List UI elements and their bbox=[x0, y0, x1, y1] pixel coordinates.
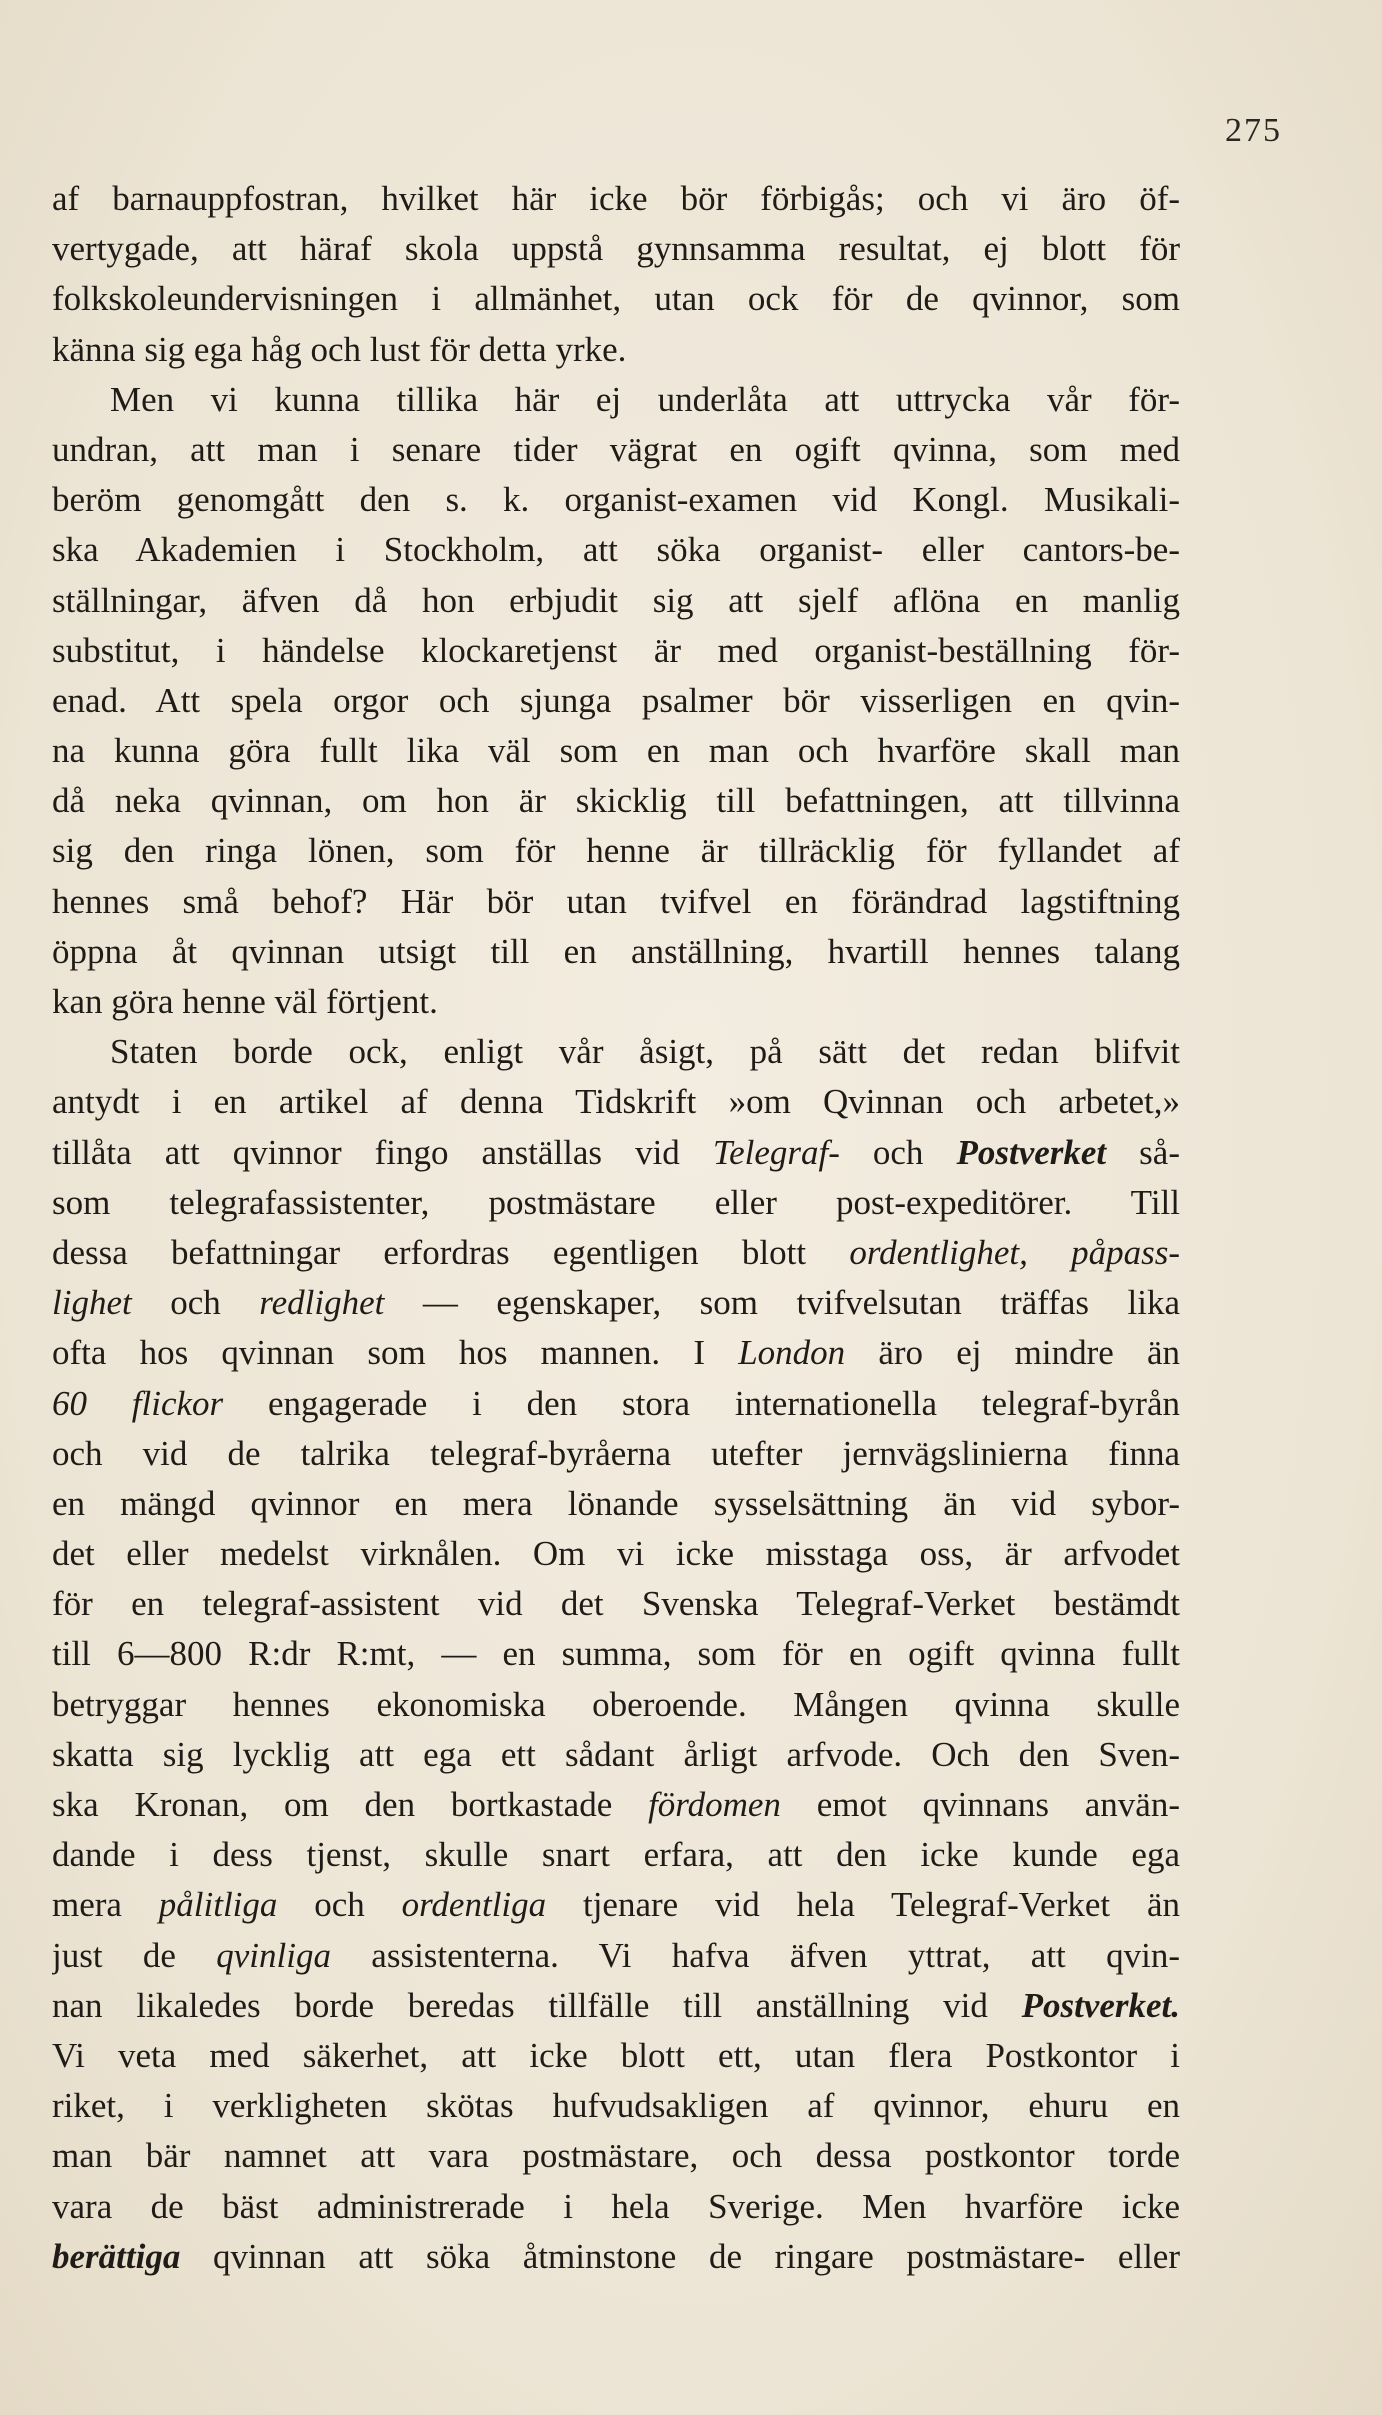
text-segment: så- bbox=[1106, 1132, 1180, 1172]
text-segment: till 6—800 R:dr R:mt, — en summa, som för en ogift qvinna fullt bbox=[52, 1634, 1180, 1674]
text-line bbox=[52, 1529, 1180, 1579]
emphasized-text: berättiga bbox=[52, 2236, 181, 2276]
text-line bbox=[52, 1981, 1180, 2031]
text-segment: af barnauppfostran, hvilket här icke bör förbigås; och vi äro öf- bbox=[52, 179, 1180, 218]
text-segment: och bbox=[131, 1283, 260, 1323]
text-line bbox=[52, 375, 1180, 425]
text-line bbox=[52, 224, 1180, 274]
text-line bbox=[52, 475, 1180, 525]
emphasized-text: London bbox=[738, 1333, 846, 1373]
text-segment: kan göra henne väl förtjent. bbox=[52, 982, 438, 1021]
text-line bbox=[52, 274, 1180, 324]
page-number: 275 bbox=[1225, 112, 1282, 149]
text-segment: — egenskaper, som tvifvelsutan träffas lika bbox=[384, 1283, 1180, 1323]
text-segment: öppna åt qvinnan utsigt till en anställning, hvartill hennes talang bbox=[52, 931, 1180, 971]
emphasized-text: ordentliga bbox=[401, 1885, 547, 1925]
text-segment: emot qvinnans använ- bbox=[780, 1785, 1180, 1824]
text-line bbox=[52, 977, 1180, 1027]
text-segment: engagerade i den stora internationella telegraf-byrån bbox=[223, 1383, 1180, 1423]
text-segment: substitut, i händelse klockaretjenst är med organist-beställning för- bbox=[52, 630, 1180, 670]
text-segment: Staten borde ock, enligt vår åsigt, på sätt det redan blifvit bbox=[110, 1032, 1180, 1072]
text-segment: ska Kronan, om den bortkastade bbox=[52, 1785, 649, 1824]
text-line bbox=[52, 1579, 1180, 1629]
text-line bbox=[52, 1328, 1180, 1378]
text-segment: Vi veta med säkerhet, att icke blott ett, utan flera Postkontor i bbox=[52, 2035, 1180, 2075]
text-segment: och bbox=[277, 1885, 402, 1925]
text-line bbox=[52, 1730, 1180, 1780]
text-segment: folkskoleundervisningen i allmänhet, utan ock för de qvinnor, som bbox=[52, 279, 1180, 319]
text-line bbox=[52, 1479, 1180, 1529]
text-line bbox=[52, 1780, 1180, 1830]
text-segment: det eller medelst virknålen. Om vi icke misstaga oss, är arfvodet bbox=[52, 1534, 1180, 1574]
body-text bbox=[52, 174, 1180, 2282]
text-segment: vara de bäst administrerade i hela Sverige. Men hvarföre icke bbox=[52, 2186, 1180, 2226]
text-segment: känna sig ega håg och lust för detta yrke. bbox=[52, 329, 627, 369]
text-segment: mera bbox=[52, 1885, 159, 1925]
text-segment: antydt i en artikel af denna Tidskrift »om Qvinnan och arbetet,» bbox=[52, 1082, 1180, 1122]
text-segment: just de bbox=[52, 1935, 217, 1975]
text-line bbox=[52, 626, 1180, 676]
emphasized-text: qvinliga bbox=[216, 1935, 331, 1975]
text-line bbox=[52, 1228, 1180, 1278]
text-line bbox=[52, 425, 1180, 475]
text-segment: dande i dess tjenst, skulle snart erfara, att den icke kunde ega bbox=[52, 1835, 1180, 1875]
text-line bbox=[52, 1128, 1180, 1178]
text-line bbox=[52, 877, 1180, 927]
text-line bbox=[52, 1027, 1180, 1077]
text-segment: och bbox=[839, 1132, 957, 1172]
emphasized-text: pålitliga bbox=[158, 1885, 278, 1925]
text-line bbox=[52, 1429, 1180, 1479]
emphasized-text: 60 flickor bbox=[52, 1383, 224, 1423]
emphasized-text: Postverket. bbox=[1021, 1985, 1180, 2025]
text-segment: qvinnan att söka åtminstone de ringare postmästare- eller bbox=[180, 2236, 1180, 2276]
text-line bbox=[52, 1830, 1180, 1880]
text-line bbox=[52, 676, 1180, 726]
emphasized-text: Postverket bbox=[956, 1132, 1107, 1172]
text-line bbox=[52, 2031, 1180, 2081]
text-line bbox=[52, 927, 1180, 977]
text-segment: som telegrafassistenter, postmästare eller post-expeditörer. Till bbox=[52, 1182, 1180, 1222]
text-line bbox=[52, 1680, 1180, 1730]
text-segment: ska Akademien i Stockholm, att söka organist- eller cantors-be- bbox=[52, 530, 1180, 570]
text-line bbox=[52, 2182, 1180, 2232]
text-line bbox=[52, 826, 1180, 876]
text-segment: äro ej mindre än bbox=[845, 1333, 1180, 1373]
text-line bbox=[52, 525, 1180, 575]
emphasized-text: fördomen bbox=[648, 1785, 781, 1824]
text-line bbox=[52, 2081, 1180, 2131]
text-segment: nan likaledes borde beredas tillfälle till anställning vid bbox=[52, 1985, 1022, 2025]
text-line bbox=[52, 1379, 1180, 1429]
text-segment: ställningar, äfven då hon erbjudit sig att sjelf aflöna en manlig bbox=[52, 580, 1180, 620]
text-segment: Men vi kunna tillika här ej underlåta att uttrycka vår för- bbox=[110, 379, 1180, 419]
text-segment: riket, i verkligheten skötas hufvudsakligen af qvinnor, ehuru en bbox=[52, 2086, 1180, 2126]
emphasized-text: ordentlighet, påpass- bbox=[849, 1232, 1180, 1272]
text-line bbox=[52, 2232, 1180, 2282]
text-segment: assistenterna. Vi hafva äfven yttrat, att qvin- bbox=[330, 1935, 1180, 1975]
text-line bbox=[52, 174, 1180, 224]
text-segment: hennes små behof? Här bör utan tvifvel en förändrad lagstiftning bbox=[52, 881, 1180, 921]
text-line bbox=[52, 1077, 1180, 1127]
emphasized-text: redlighet bbox=[259, 1283, 385, 1323]
text-segment: ofta hos qvinnan som hos mannen. I bbox=[52, 1333, 739, 1373]
text-line bbox=[52, 776, 1180, 826]
text-segment: skatta sig lycklig att ega ett sådant årligt arfvode. Och den Sven- bbox=[52, 1734, 1180, 1774]
text-segment: beröm genomgått den s. k. organist-examen vid Kongl. Musikali- bbox=[52, 480, 1180, 520]
text-line bbox=[52, 1278, 1180, 1328]
text-segment: då neka qvinnan, om hon är skicklig till befattningen, att tillvinna bbox=[52, 781, 1180, 821]
text-line bbox=[52, 1880, 1180, 1930]
text-segment: tjenare vid hela Telegraf-Verket än bbox=[546, 1885, 1180, 1925]
text-line bbox=[52, 325, 1180, 375]
text-segment: enad. Att spela orgor och sjunga psalmer bör visserligen en qvin- bbox=[52, 680, 1180, 720]
text-segment: sig den ringa lönen, som för henne är tillräcklig för fyllandet af bbox=[52, 831, 1180, 871]
text-line bbox=[52, 726, 1180, 776]
text-segment: för en telegraf-assistent vid det Svenska Telegraf-Verket bestämdt bbox=[52, 1584, 1180, 1624]
text-segment: en mängd qvinnor en mera lönande sysselsättning än vid sybor- bbox=[52, 1483, 1180, 1523]
text-segment: betryggar hennes ekonomiska oberoende. Mången qvinna skulle bbox=[52, 1684, 1180, 1724]
text-segment: undran, att man i senare tider vägrat en ogift qvinna, som med bbox=[52, 429, 1180, 469]
emphasized-text: Telegraf- bbox=[712, 1132, 840, 1172]
text-line bbox=[52, 2131, 1180, 2181]
text-segment: na kunna göra fullt lika väl som en man och hvarföre skall man bbox=[52, 731, 1180, 771]
emphasized-text: lighet bbox=[52, 1283, 132, 1323]
text-segment: dessa befattningar erfordras egentligen blott bbox=[52, 1232, 850, 1272]
text-segment: vertygade, att häraf skola uppstå gynnsamma resultat, ej blott för bbox=[52, 229, 1180, 269]
text-segment: och vid de talrika telegraf-byråerna utefter jernvägslinierna finna bbox=[52, 1433, 1180, 1473]
text-line bbox=[52, 1629, 1180, 1679]
text-line bbox=[52, 1178, 1180, 1228]
text-line bbox=[52, 576, 1180, 626]
text-segment: tillåta att qvinnor fingo anställas vid bbox=[52, 1132, 713, 1172]
text-line bbox=[52, 1931, 1180, 1981]
text-segment: man bär namnet att vara postmästare, och dessa postkontor torde bbox=[52, 2136, 1180, 2176]
